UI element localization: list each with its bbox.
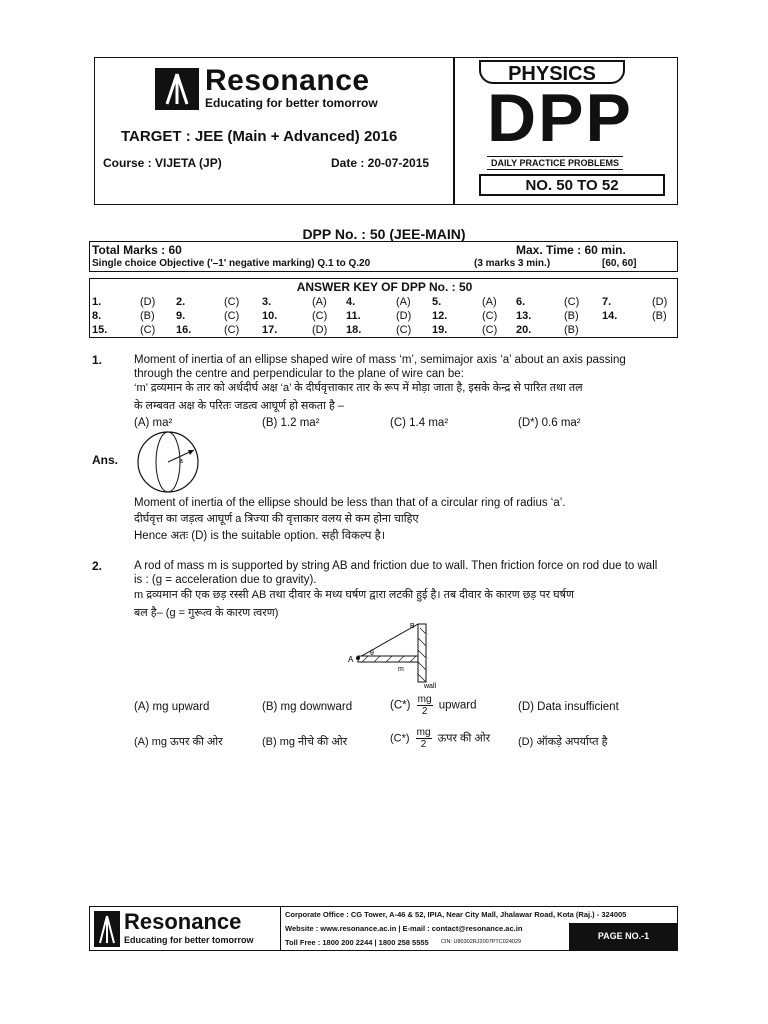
option-d-hindi: (D) ऑकड़े अपर्याप्त है	[518, 736, 608, 748]
brand-name: Resonance	[205, 64, 370, 97]
question-text: is : (g = acceleration due to gravity).	[134, 574, 317, 586]
fraction-numerator: mg	[416, 727, 431, 738]
question-text-hindi: के लम्बवत अक्ष के परितः जडत्व आघूर्ण हो सकता है –	[134, 400, 344, 412]
option-b-hindi: (B) mg नीचे की ओर	[262, 736, 348, 748]
answer-key-question: 1.	[92, 296, 102, 308]
header-divider	[453, 57, 455, 205]
brand-tagline: Educating for better tomorrow	[205, 96, 378, 110]
fraction-denominator: 2	[421, 706, 428, 717]
answer-key-question: 9.	[176, 310, 186, 322]
answer-key-answer: (C)	[396, 324, 412, 336]
page-number: PAGE NO.-1	[569, 923, 678, 950]
answer-key-question: 4.	[346, 296, 356, 308]
answer-key-answer: (D)	[652, 296, 668, 308]
option-c-hindi	[390, 727, 490, 750]
fraction-numerator: mg	[417, 694, 432, 705]
question-number: 2.	[92, 559, 103, 573]
footer-info	[280, 907, 678, 950]
answer-key-answer: (B)	[652, 310, 667, 322]
option-c-suffix: ऊपर की ओर	[437, 732, 491, 745]
answer-key-question: 17.	[262, 324, 278, 336]
answer-key-row	[90, 310, 679, 324]
dpp-title: DPP No. : 50 (JEE-MAIN)	[302, 226, 466, 242]
option-c-label: (C*)	[390, 699, 411, 712]
question-text: A rod of mass m is supported by string AB and friction due to wall. Then friction force on rod due to wall	[134, 560, 658, 572]
answer-key-question: 16.	[176, 324, 192, 336]
corporate-office: Corporate Office : CG Tower, A-46 & 52, IPIA, Near City Mall, Jhalawar Road, Kota (Raj.) - 324005	[285, 910, 627, 919]
subject-banner: PHYSICS	[479, 60, 625, 84]
answer-key-answer: (B)	[564, 310, 579, 322]
website-email: Website : www.resonance.ac.in | E-mail : contact@resonance.ac.in	[285, 924, 523, 933]
question-text: Moment of inertia of an ellipse shaped wire of mass ‘m’, semimajor axis ‘a’ about an axis passing	[134, 354, 626, 366]
footer-box	[89, 906, 678, 951]
option-d: (D*) 0.6 ma²	[518, 417, 581, 429]
answer-key-answer: (B)	[140, 310, 155, 322]
answer-key-answer: (D)	[140, 296, 156, 308]
answer-key-question: 13.	[516, 310, 532, 322]
solution-text-hindi: दीर्घवृत्त का जड़त्व आघूर्ण a त्रिज्या की वृत्ताकार वलय से कम होना चाहिए	[134, 513, 419, 525]
cin-number: CIN: U80302RJ2007PTC024029	[441, 939, 522, 945]
answer-key-question: 14.	[602, 310, 618, 322]
answer-key-question: 18.	[346, 324, 362, 336]
answer-key-answer: (C)	[224, 296, 240, 308]
answer-key-box	[89, 278, 678, 338]
solution-text: Moment of inertia of the ellipse should be less than that of a circular ring of radius ‘a’.	[134, 497, 566, 509]
question-text-hindi: ‘m’ द्रव्यमान के तार को अर्धदीर्घ अक्ष ‘a’ के दीर्घवृत्ताकार तार के रूप में मोड़ा जाता है, इसके केन्द्र से पारित तथा तल	[134, 382, 583, 394]
marking-scheme: (3 marks 3 min.)	[474, 258, 551, 269]
solution-text: Hence अतः (D) is the suitable option. सही विकल्प है।	[134, 530, 386, 542]
dpp-logo-text: DPP	[487, 80, 633, 156]
total-marks: Total Marks : 60	[92, 243, 182, 257]
resonance-logo-icon	[155, 68, 199, 110]
answer-key-question: 20.	[516, 324, 532, 336]
dpp-subtitle: DAILY PRACTICE PROBLEMS	[487, 156, 623, 170]
answer-key-answer: (C)	[564, 296, 580, 308]
max-time: Max. Time : 60 min.	[516, 243, 626, 257]
label-wall: wall	[424, 683, 437, 690]
answer-key-question: 19.	[432, 324, 448, 336]
option-c-suffix: upward	[438, 699, 477, 712]
question-text-hindi: बल है– (g = गुरूत्व के कारण त्वरण)	[134, 607, 279, 619]
target-exam: TARGET : JEE (Main + Advanced) 2016	[121, 128, 398, 145]
label-m: m	[398, 666, 404, 673]
answer-key-question: 3.	[262, 296, 272, 308]
question-text: through the centre and perpendicular to the plane of wire can be:	[134, 368, 464, 380]
answer-label: Ans.	[92, 453, 119, 467]
option-a-hindi: (A) mg ऊपर की ओर	[134, 736, 223, 748]
answer-key-answer: (A)	[396, 296, 411, 308]
rod-wall-figure	[342, 618, 442, 692]
option-d: (D) Data insufficient	[518, 701, 619, 713]
ellipse-ring-figure	[132, 428, 204, 496]
answer-key-answer: (A)	[482, 296, 497, 308]
footer-brand: Resonance	[124, 909, 242, 934]
option-c: (C) 1.4 ma²	[390, 417, 449, 429]
answer-key-question: 7.	[602, 296, 612, 308]
answer-key-question: 6.	[516, 296, 526, 308]
answer-key-question: 2.	[176, 296, 186, 308]
option-c-label: (C*)	[390, 732, 410, 745]
date-text: Date : 20-07-2015	[331, 156, 430, 170]
answer-key-question: 8.	[92, 310, 102, 322]
answer-key-question: 5.	[432, 296, 442, 308]
answer-key-answer: (D)	[312, 324, 328, 336]
answer-key-title: ANSWER KEY OF DPP No. : 50	[296, 280, 473, 294]
answer-key-answer: (B)	[564, 324, 579, 336]
option-b: (B) 1.2 ma²	[262, 417, 320, 429]
answer-key-row	[90, 296, 679, 310]
answer-key-answer: (C)	[224, 324, 240, 336]
toll-free: Toll Free : 1800 200 2244 | 1800 258 5555	[285, 938, 429, 947]
answer-key-answer: (C)	[140, 324, 156, 336]
answer-key-question: 11.	[346, 310, 361, 322]
answer-key-answer: (A)	[312, 296, 327, 308]
answer-key-row	[90, 324, 679, 338]
answer-key-question: 15.	[92, 324, 108, 336]
answer-key-answer: (C)	[224, 310, 240, 322]
option-b: (B) mg downward	[262, 701, 353, 713]
footer-tagline: Educating for better tomorrow	[124, 935, 254, 945]
marks-range: [60, 60]	[602, 258, 637, 269]
answer-key-answer: (C)	[482, 324, 498, 336]
question-number: 1.	[92, 353, 103, 367]
answer-key-answer: (C)	[482, 310, 498, 322]
answer-key-answer: (C)	[312, 310, 328, 322]
answer-key-question: 10.	[262, 310, 278, 322]
label-a: A	[348, 655, 354, 664]
fraction-denominator: 2	[420, 739, 427, 750]
answer-key-question: 12.	[432, 310, 448, 322]
label-b: B	[410, 623, 415, 630]
answer-key-answer: (D)	[396, 310, 412, 322]
question-text-hindi: m द्रव्यमान की एक छड़ रस्सी AB तथा दीवार के मध्य घर्षण द्वारा लटकी हुई है। तब दीवार के कारण छड़ पर घर्षण	[134, 589, 574, 601]
label-theta: θ	[370, 650, 374, 657]
fraction-mg-over-2	[416, 727, 432, 750]
header-box	[94, 57, 678, 205]
option-c	[390, 694, 476, 717]
dpp-range-badge: NO. 50 TO 52	[479, 174, 665, 196]
option-a: (A) ma²	[134, 417, 173, 429]
fraction-mg-over-2	[417, 694, 433, 717]
marks-box	[89, 241, 678, 272]
radius-label: a	[179, 458, 183, 465]
resonance-logo-icon	[94, 911, 120, 947]
course-name: Course : VIJETA (JP)	[103, 156, 222, 170]
option-a: (A) mg upward	[134, 701, 210, 713]
question-type: Single choice Objective ('–1' negative marking) Q.1 to Q.20	[92, 258, 371, 269]
